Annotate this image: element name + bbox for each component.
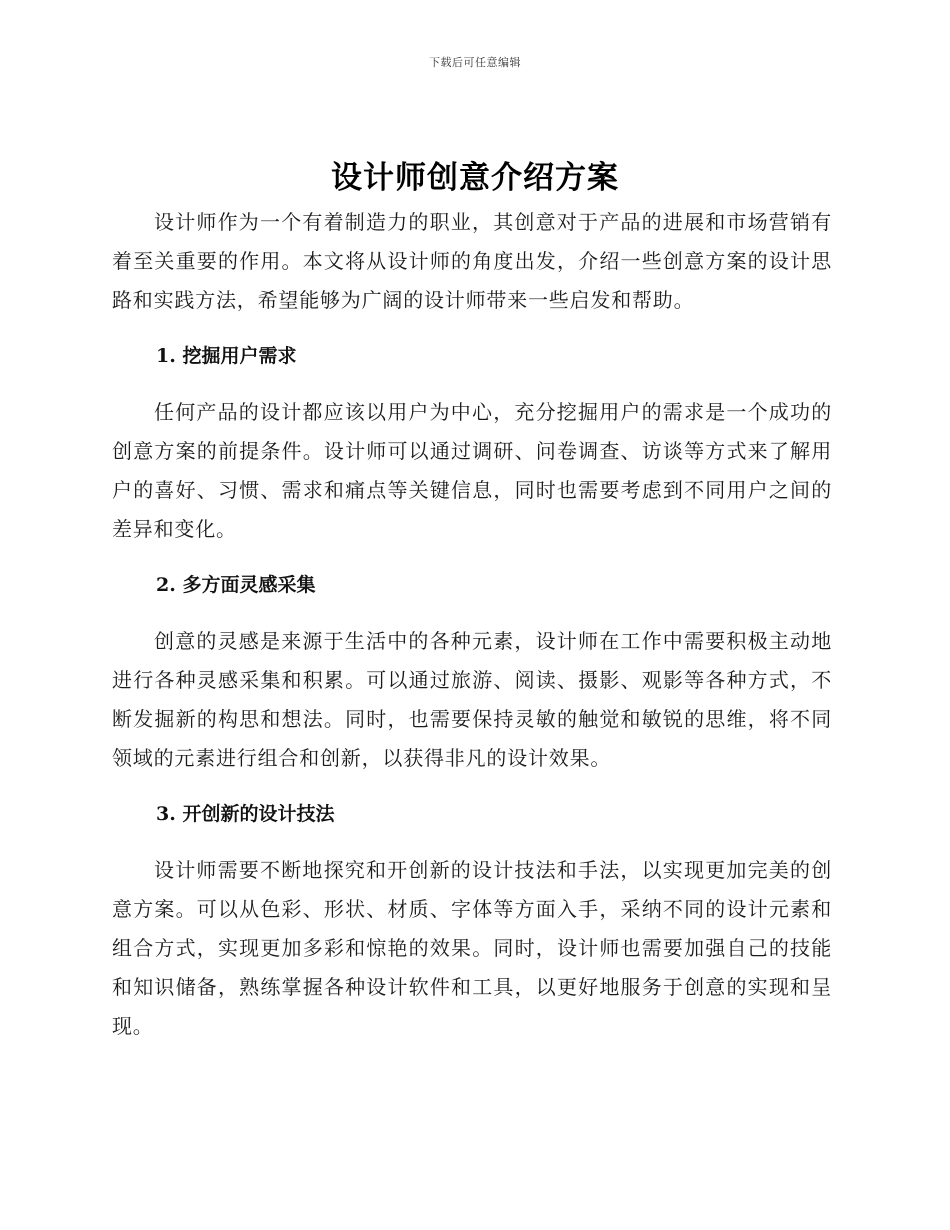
section-body-user-needs: 任何产品的设计都应该以用户为中心，充分挖掘用户的需求是一个成功的创意方案的前提条件。设计师可以通过调研、问卷调查、访谈等方式来了解用户的喜好、习惯、需求和痛点等关键信息，同时也需要考虑到不同用户之间的差异和变化。 — [112, 400, 832, 541]
section-heading-techniques: 3. 开创新的设计技法 — [156, 803, 335, 825]
document-body — [112, 203, 832, 1046]
section-heading-user-needs: 1. 挖掘用户需求 — [156, 345, 297, 367]
intro-paragraph: 设计师作为一个有着制造力的职业，其创意对于产品的进展和市场营销有着至关重要的作用。本文将从设计师的角度出发，介绍一些创意方案的设计思路和实践方法，希望能够为广阔的设计师带来一些启发和帮助。 — [112, 210, 832, 312]
section-body-techniques: 设计师需要不断地探究和开创新的设计技法和手法，以实现更加完美的创意方案。可以从色彩、形状、材质、字体等方面入手，采纳不同的设计元素和组合方式，实现更加多彩和惊艳的效果。同时，设计师也需要加强自己的技能和知识储备，熟练掌握各种设计软件和工具，以更好地服务于创意的实现和呈现。 — [112, 858, 832, 1038]
document-title: 设计师创意介绍方案 — [331, 160, 619, 196]
header-note: 下载后可任意编辑 — [429, 56, 521, 69]
section-heading-inspiration: 2. 多方面灵感采集 — [156, 574, 316, 596]
section-body-inspiration: 创意的灵感是来源于生活中的各种元素，设计师在工作中需要积极主动地进行各种灵感采集和积累。可以通过旅游、阅读、摄影、观影等各种方式，不断发掘新的构思和想法。同时，也需要保持灵敏的触觉和敏锐的思维，将不同领域的元素进行组合和创新，以获得非凡的设计效果。 — [112, 629, 832, 770]
